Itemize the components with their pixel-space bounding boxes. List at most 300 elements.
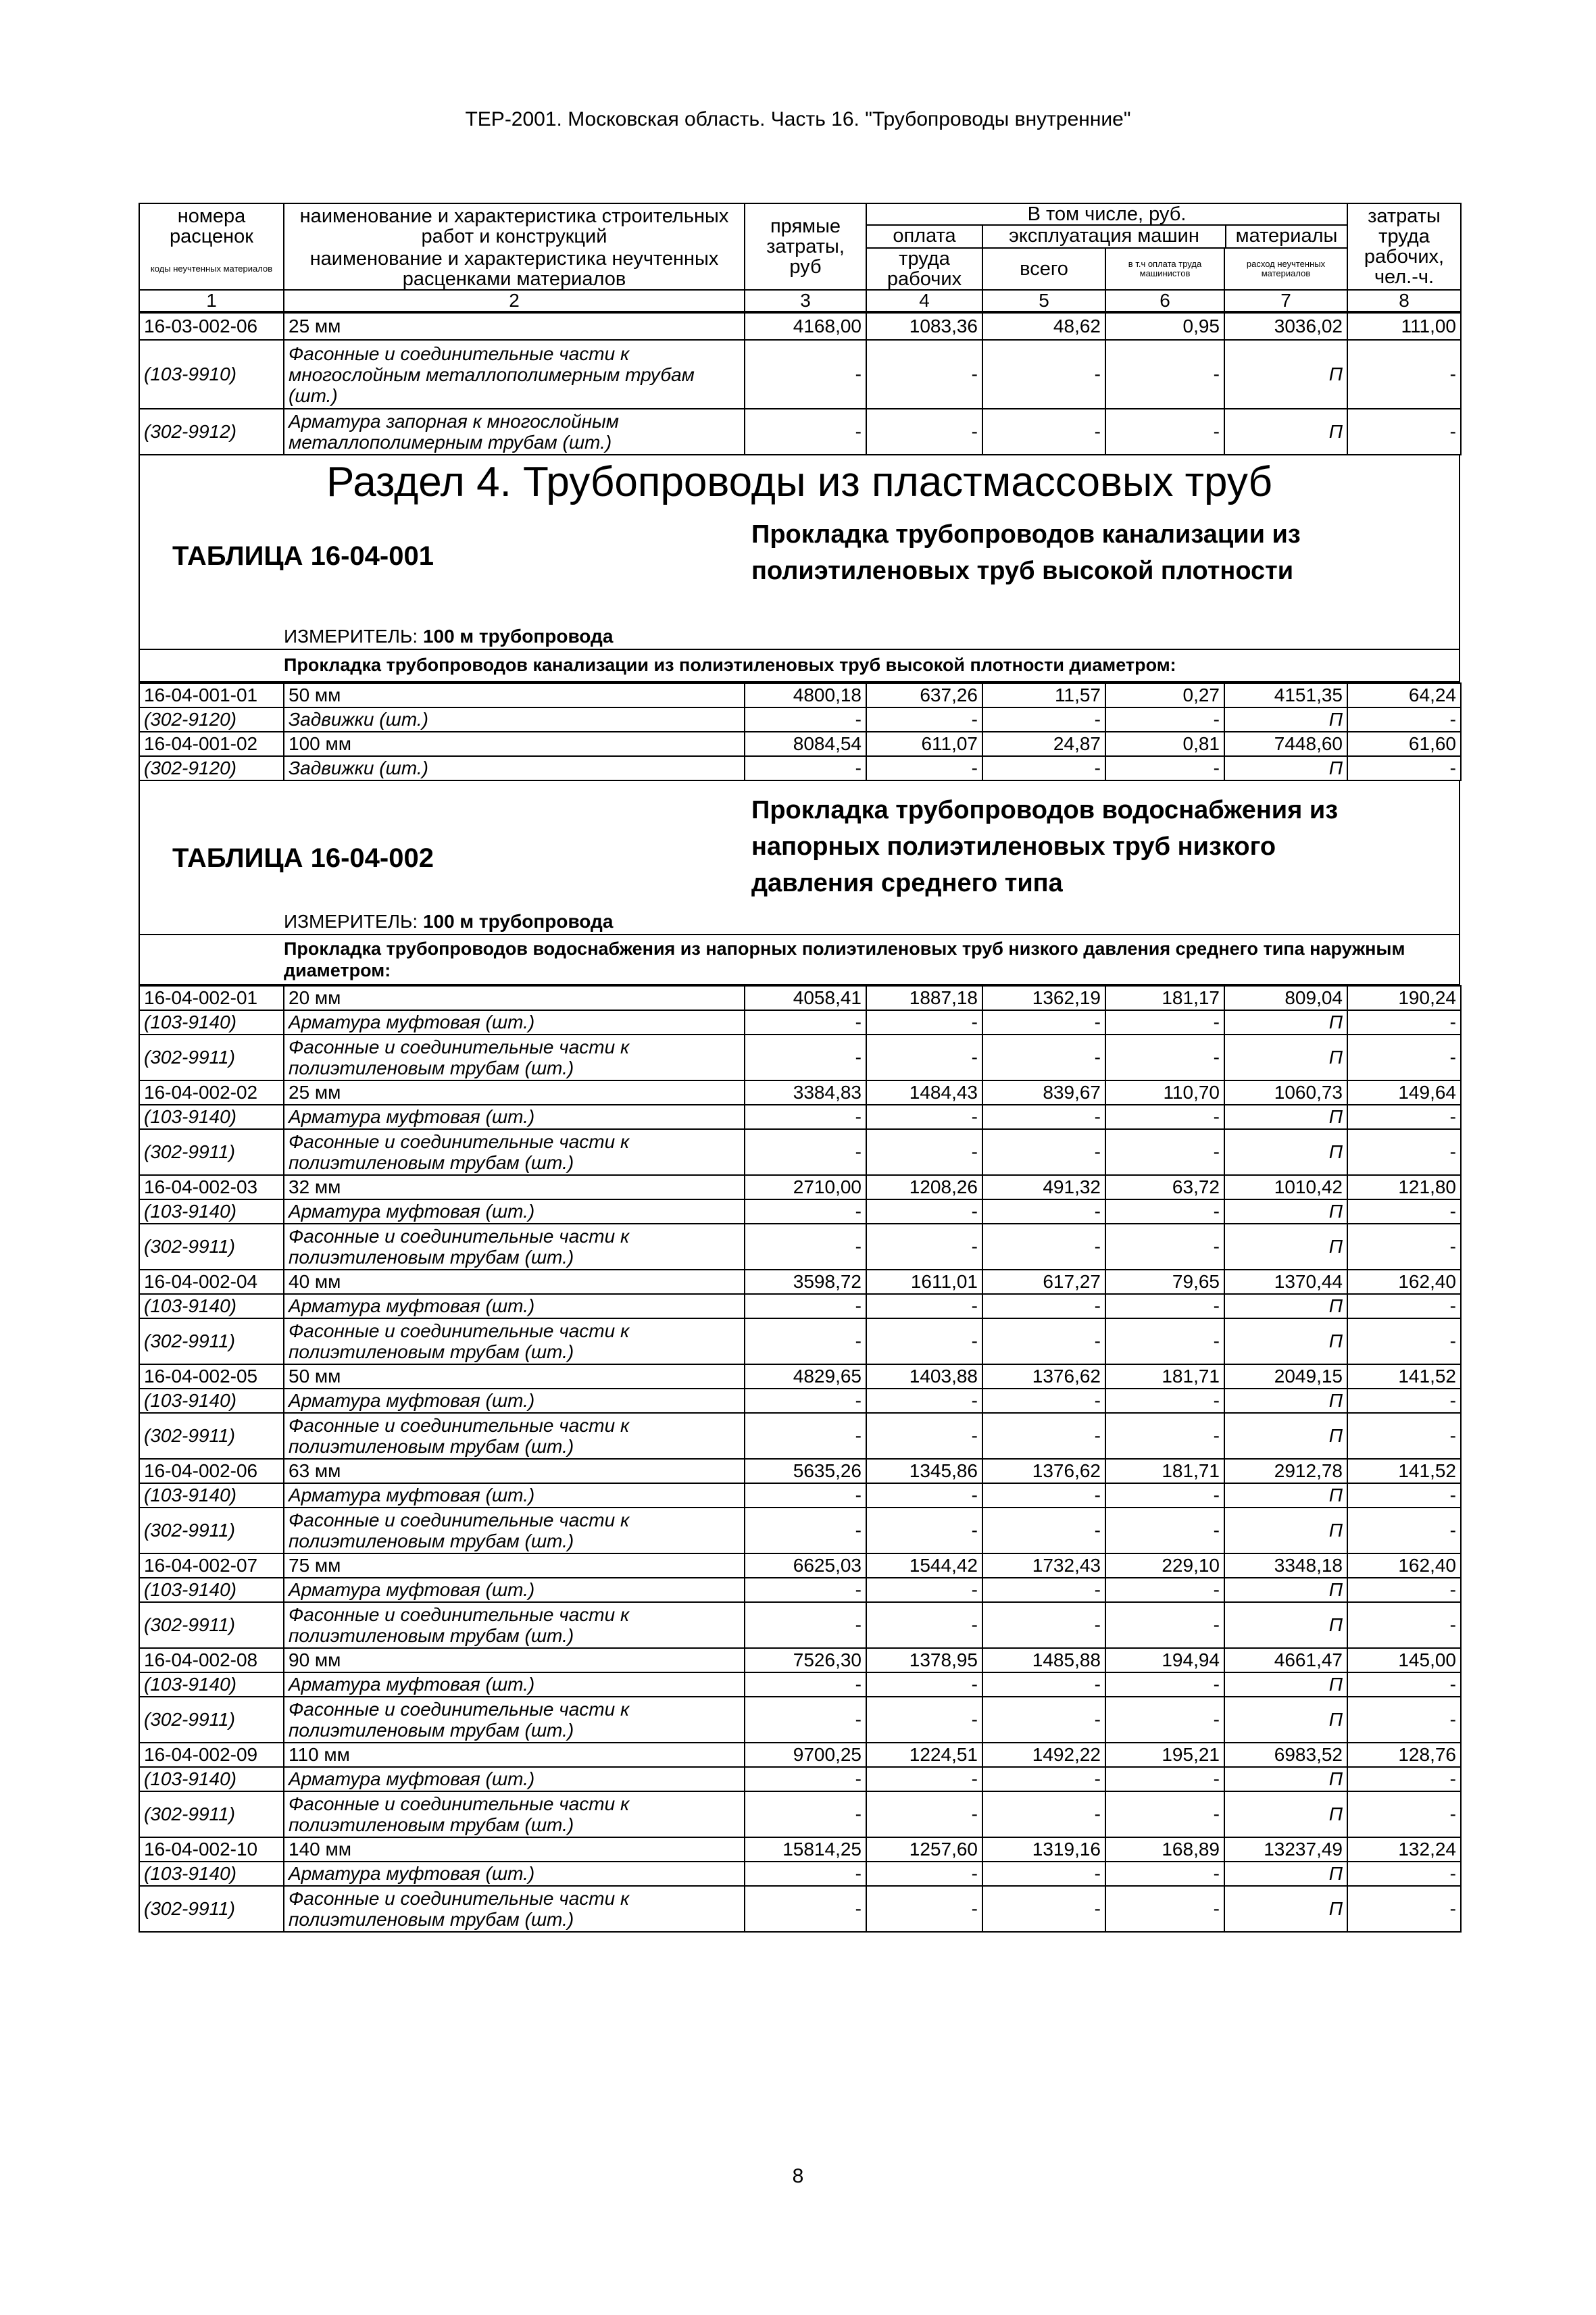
table-cell: П (1224, 1578, 1347, 1602)
table-cell: - (866, 1199, 982, 1224)
table-cell: 1376,62 (982, 1459, 1105, 1483)
table-cell: 3384,83 (745, 1080, 866, 1105)
table-cell: П (1224, 1862, 1347, 1886)
table-cell: - (866, 1578, 982, 1602)
table-cell: 1362,19 (982, 986, 1105, 1010)
document-header: ТЕР-2001. Московская область. Часть 16. "Трубопроводы внутренние" (465, 108, 1131, 130)
top-rows-table (139, 312, 1462, 455)
table-cell: 16-04-002-03 (139, 1175, 284, 1199)
table-cell: - (1347, 1862, 1461, 1886)
table-cell: - (1347, 1035, 1461, 1080)
table-cell: - (982, 1129, 1105, 1175)
table-cell: (103-9140) (139, 1199, 284, 1224)
table-cell: П (1224, 1294, 1347, 1318)
table-row (139, 1413, 1461, 1459)
col-number: 5 (982, 290, 1105, 312)
col-number: 7 (1224, 290, 1347, 312)
table-cell: (103-9140) (139, 1862, 284, 1886)
table-cell: (103-9140) (139, 1578, 284, 1602)
table-cell: (302-9911) (139, 1886, 284, 1932)
table-cell: - (745, 1224, 866, 1270)
table-16-04-001-description: Прокладка трубопроводов канализации из полиэтиленовых труб высокой плотности (751, 520, 1301, 585)
table-cell: - (1105, 1389, 1224, 1413)
table-row: (302-9120) Задвижки (шт.) - - - - П - (139, 707, 1461, 732)
table-cell: 491,32 (982, 1175, 1105, 1199)
table-cell: 16-04-002-02 (139, 1080, 284, 1105)
table-cell: Фасонные и соединительные части к полиэтиленовым трубам (шт.) (284, 1508, 745, 1553)
table-cell: - (866, 1129, 982, 1175)
table-row (139, 1886, 1461, 1932)
table-16-04-001-measure: ИЗМЕРИТЕЛЬ: 100 м трубопровода (284, 626, 614, 647)
table-cell: 190,24 (1347, 986, 1461, 1010)
col8-header: затраты труда рабочих, чел.-ч. (1347, 203, 1461, 290)
table-cell: - (745, 1199, 866, 1224)
table-cell: 162,40 (1347, 1553, 1461, 1578)
table-cell: 63 мм (284, 1459, 745, 1483)
table-row (139, 1364, 1461, 1389)
col-number: 3 (745, 290, 866, 312)
table-cell: 90 мм (284, 1648, 745, 1672)
table-row (139, 1602, 1461, 1648)
table-row (139, 1459, 1461, 1483)
table-cell: (103-9140) (139, 1389, 284, 1413)
table-cell: - (982, 1035, 1105, 1080)
table-cell: 79,65 (1105, 1270, 1224, 1294)
table-cell: - (866, 1602, 982, 1648)
table-cell: - (1105, 1697, 1224, 1743)
table-16-04-002-measure: ИЗМЕРИТЕЛЬ: 100 м трубопровода (284, 911, 614, 932)
table-cell: П (1224, 1697, 1347, 1743)
table-cell: 50 мм (284, 1364, 745, 1389)
table-cell: 20 мм (284, 986, 745, 1010)
table-cell: 40 мм (284, 1270, 745, 1294)
table-cell: Арматура муфтовая (шт.) (284, 1578, 745, 1602)
table-row: 16-03-002-06 25 мм 4168,00 1083,36 48,62 0,95 3036,02 111,00 (139, 313, 1461, 340)
separator-line (140, 934, 1459, 935)
table-cell: - (745, 1105, 866, 1129)
table-cell: 181,71 (1105, 1364, 1224, 1389)
table-cell: - (982, 1697, 1105, 1743)
table-cell: - (1105, 1508, 1224, 1553)
table-cell: - (1347, 1602, 1461, 1648)
table-cell: (302-9911) (139, 1697, 284, 1743)
table-row (139, 1791, 1461, 1837)
table-cell: П (1224, 1602, 1347, 1648)
table-cell: 1484,43 (866, 1080, 982, 1105)
table-cell: 162,40 (1347, 1270, 1461, 1294)
table-cell: - (1105, 1294, 1224, 1318)
table-cell: - (982, 1508, 1105, 1553)
table-cell: 16-04-002-10 (139, 1837, 284, 1862)
table-cell: 617,27 (982, 1270, 1105, 1294)
table-cell: - (745, 1129, 866, 1175)
table-row (139, 1199, 1461, 1224)
table-cell: - (982, 1199, 1105, 1224)
table-cell: 1403,88 (866, 1364, 982, 1389)
table-cell: 110,70 (1105, 1080, 1224, 1105)
table-cell: 75 мм (284, 1553, 745, 1578)
table-cell: П (1224, 1791, 1347, 1837)
table-row (139, 1862, 1461, 1886)
col2-header-top: наименование и характеристика строительных работ и конструкций (284, 203, 745, 248)
table-cell: 32 мм (284, 1175, 745, 1199)
table-cell: - (866, 1886, 982, 1932)
table-cell: 63,72 (1105, 1175, 1224, 1199)
table-cell: 1378,95 (866, 1648, 982, 1672)
table-cell: (103-9140) (139, 1672, 284, 1697)
table-cell: П (1224, 1105, 1347, 1129)
table-cell: (302-9911) (139, 1224, 284, 1270)
table-row (139, 1483, 1461, 1508)
table-cell: - (982, 1389, 1105, 1413)
table-cell: - (745, 1294, 866, 1318)
table-cell: 121,80 (1347, 1175, 1461, 1199)
table-cell: 3598,72 (745, 1270, 866, 1294)
table-cell: - (745, 1767, 866, 1791)
table-cell: (103-9140) (139, 1483, 284, 1508)
table-cell: Арматура муфтовая (шт.) (284, 1294, 745, 1318)
col-number: 2 (284, 290, 745, 312)
table-row (139, 1837, 1461, 1862)
table-row (139, 1578, 1461, 1602)
table-cell: 5635,26 (745, 1459, 866, 1483)
table-cell: 1370,44 (1224, 1270, 1347, 1294)
table-cell: - (1347, 1389, 1461, 1413)
table-cell: - (1105, 1767, 1224, 1791)
table-cell: - (982, 1862, 1105, 1886)
table-cell: - (745, 1318, 866, 1364)
table-cell: - (1105, 1483, 1224, 1508)
table-cell: 6625,03 (745, 1553, 866, 1578)
table-cell: - (866, 1389, 982, 1413)
table-cell: П (1224, 1508, 1347, 1553)
table-cell: П (1224, 1389, 1347, 1413)
table-cell: Фасонные и соединительные части к полиэтиленовым трубам (шт.) (284, 1035, 745, 1080)
col6-header: в т.ч оплата труда машинистов (1105, 248, 1224, 290)
col5-header: всего (982, 248, 1105, 290)
table-cell: - (982, 1010, 1105, 1035)
table-cell: - (866, 1672, 982, 1697)
table-cell: - (1347, 1294, 1461, 1318)
table-cell: 1208,26 (866, 1175, 982, 1199)
table-cell: 1485,88 (982, 1648, 1105, 1672)
col1-header-top: номера расценок (139, 203, 284, 248)
table-cell: - (1105, 1602, 1224, 1648)
table-cell: 195,21 (1105, 1743, 1224, 1767)
table-cell: 2912,78 (1224, 1459, 1347, 1483)
col7-header: расход неучтенных материалов (1224, 248, 1347, 290)
table-cell: Арматура муфтовая (шт.) (284, 1862, 745, 1886)
table-row: (302-9120) Задвижки (шт.) - - - - П - (139, 756, 1461, 780)
table-16-04-001-name: ТАБЛИЦА 16-04-001 (172, 541, 434, 571)
table-cell: Арматура муфтовая (шт.) (284, 1199, 745, 1224)
table-cell: (103-9140) (139, 1010, 284, 1035)
table-cell: 839,67 (982, 1080, 1105, 1105)
table-16-04-001-caption: Прокладка трубопроводов канализации из полиэтиленовых труб высокой плотности диаметром: (139, 651, 1460, 682)
table-cell: Фасонные и соединительные части к полиэтиленовым трубам (шт.) (284, 1413, 745, 1459)
table-16-04-002-name: ТАБЛИЦА 16-04-002 (172, 843, 434, 873)
table-cell: 16-04-002-01 (139, 986, 284, 1010)
table-cell: - (1347, 1224, 1461, 1270)
table-cell: 145,00 (1347, 1648, 1461, 1672)
col1-header-bottom: коды неучтенных материалов (139, 248, 284, 290)
table-cell: - (745, 1010, 866, 1035)
table-cell: 1492,22 (982, 1743, 1105, 1767)
table-cell: - (1105, 1199, 1224, 1224)
table-cell: 1732,43 (982, 1553, 1105, 1578)
table-cell: - (866, 1767, 982, 1791)
table-cell: П (1224, 1483, 1347, 1508)
table-cell: 1887,18 (866, 986, 982, 1010)
section-4-block (139, 455, 1460, 651)
table-cell: Фасонные и соединительные части к полиэтиленовым трубам (шт.) (284, 1602, 745, 1648)
table-row (139, 1175, 1461, 1199)
table-cell: 15814,25 (745, 1837, 866, 1862)
col3-header: прямые затраты, руб (745, 203, 866, 290)
table-cell: 16-04-002-09 (139, 1743, 284, 1767)
table-cell: 128,76 (1347, 1743, 1461, 1767)
col-number: 4 (866, 290, 982, 312)
table-cell: - (866, 1294, 982, 1318)
table-cell: (302-9911) (139, 1413, 284, 1459)
table-cell: 16-04-002-08 (139, 1648, 284, 1672)
table-cell: 1345,86 (866, 1459, 982, 1483)
table-cell: 16-04-002-05 (139, 1364, 284, 1389)
table-cell: П (1224, 1886, 1347, 1932)
table-cell: П (1224, 1035, 1347, 1080)
column-header-table (139, 203, 1462, 312)
table-cell: - (1105, 1035, 1224, 1080)
table-row (139, 986, 1461, 1010)
table-cell: - (1347, 1767, 1461, 1791)
table-cell: Фасонные и соединительные части к полиэтиленовым трубам (шт.) (284, 1129, 745, 1175)
table-cell: 140 мм (284, 1837, 745, 1862)
table-row (139, 1010, 1461, 1035)
table-cell: (302-9911) (139, 1129, 284, 1175)
table-row (139, 1648, 1461, 1672)
table-row (139, 1035, 1461, 1080)
table-cell: - (1347, 1199, 1461, 1224)
col2-header-bottom: наименование и характеристика неучтенных расценками материалов (284, 248, 745, 290)
table-cell: - (745, 1862, 866, 1886)
table-cell: - (745, 1697, 866, 1743)
table-cell: 110 мм (284, 1743, 745, 1767)
table-cell: 7526,30 (745, 1648, 866, 1672)
table-cell: - (1347, 1483, 1461, 1508)
table-16-04-002-rows (139, 985, 1462, 1933)
col4-header: труда рабочих (866, 248, 982, 290)
table-16-04-002-block (139, 781, 1460, 935)
table-row (139, 1508, 1461, 1553)
table-row (139, 1129, 1461, 1175)
table-cell: П (1224, 1199, 1347, 1224)
table-cell: - (1105, 1791, 1224, 1837)
table-row (139, 1224, 1461, 1270)
table-cell: - (745, 1791, 866, 1837)
table-row (139, 1767, 1461, 1791)
page-number: 8 (792, 2165, 804, 2187)
table-cell: - (866, 1483, 982, 1508)
table-cell: - (982, 1294, 1105, 1318)
table-cell: - (745, 1886, 866, 1932)
table-cell: Арматура муфтовая (шт.) (284, 1389, 745, 1413)
table-cell: 16-04-002-04 (139, 1270, 284, 1294)
table-cell: - (745, 1578, 866, 1602)
table-cell: П (1224, 1413, 1347, 1459)
table-16-04-002-description: Прокладка трубопроводов водоснабжения из напорных полиэтиленовых труб низкого давления среднего типа (751, 796, 1339, 897)
table-cell: - (866, 1105, 982, 1129)
table-row (139, 1389, 1461, 1413)
table-cell: - (1347, 1105, 1461, 1129)
table-cell: Фасонные и соединительные части к полиэтиленовым трубам (шт.) (284, 1697, 745, 1743)
table-cell: 168,89 (1105, 1837, 1224, 1862)
table-cell: (302-9911) (139, 1035, 284, 1080)
table-cell: - (745, 1389, 866, 1413)
table-cell: 141,52 (1347, 1459, 1461, 1483)
table-cell: П (1224, 1767, 1347, 1791)
table-cell: - (982, 1483, 1105, 1508)
table-cell: - (1105, 1105, 1224, 1129)
table-16-04-001-rows (139, 682, 1462, 781)
table-row: (103-9910) Фасонные и соединительные части к многослойным металлополимерным трубам (шт.) - - - - П - (139, 340, 1461, 409)
table-cell: Арматура муфтовая (шт.) (284, 1767, 745, 1791)
table-cell: - (745, 1035, 866, 1080)
table-cell: 809,04 (1224, 986, 1347, 1010)
table-cell: - (1347, 1318, 1461, 1364)
table-cell: - (1347, 1791, 1461, 1837)
table-cell: 4829,65 (745, 1364, 866, 1389)
table-cell: - (745, 1483, 866, 1508)
cost-breakdown-header: В том числе, руб. оплата эксплуатация машин материалы (866, 203, 1347, 248)
table-cell: 181,17 (1105, 986, 1224, 1010)
table-cell: - (866, 1791, 982, 1837)
table-cell: 1376,62 (982, 1364, 1105, 1389)
table-cell: - (982, 1602, 1105, 1648)
table-cell: 1257,60 (866, 1837, 982, 1862)
table-cell: - (1347, 1886, 1461, 1932)
col-number: 8 (1347, 290, 1461, 312)
table-row (139, 1672, 1461, 1697)
table-row (139, 1294, 1461, 1318)
table-cell: 1319,16 (982, 1837, 1105, 1862)
table-cell: - (1347, 1697, 1461, 1743)
table-cell: - (1105, 1318, 1224, 1364)
table-cell: - (1347, 1578, 1461, 1602)
table-cell: П (1224, 1010, 1347, 1035)
separator-line (140, 649, 1459, 650)
table-cell: 132,24 (1347, 1837, 1461, 1862)
table-cell: - (1347, 1672, 1461, 1697)
table-cell: - (1347, 1010, 1461, 1035)
table-cell: - (1347, 1129, 1461, 1175)
table-row (139, 1080, 1461, 1105)
table-cell: - (866, 1318, 982, 1364)
table-cell: - (982, 1886, 1105, 1932)
table-cell: - (866, 1010, 982, 1035)
section-title: Раздел 4. Трубопроводы из пластмассовых труб (326, 459, 1273, 505)
table-cell: (302-9911) (139, 1318, 284, 1364)
col-number: 1 (139, 290, 284, 312)
table-cell: - (1105, 1413, 1224, 1459)
table-cell: П (1224, 1672, 1347, 1697)
col-number: 6 (1105, 290, 1224, 312)
table-cell: 4661,47 (1224, 1648, 1347, 1672)
table-cell: 1224,51 (866, 1743, 982, 1767)
table-cell: 1010,42 (1224, 1175, 1347, 1199)
table-16-04-002-caption: Прокладка трубопроводов водоснабжения из напорных полиэтиленовых труб низкого давления среднего типа наружным диаметром: (139, 935, 1460, 985)
table-cell: 9700,25 (745, 1743, 866, 1767)
table-cell: (103-9140) (139, 1105, 284, 1129)
table-cell: Арматура муфтовая (шт.) (284, 1010, 745, 1035)
table-cell: Фасонные и соединительные части к полиэтиленовым трубам (шт.) (284, 1224, 745, 1270)
table-cell: - (745, 1413, 866, 1459)
table-row (139, 1743, 1461, 1767)
table-row (139, 1697, 1461, 1743)
table-cell: - (982, 1578, 1105, 1602)
table-cell: - (866, 1035, 982, 1080)
table-row (139, 1553, 1461, 1578)
table-cell: П (1224, 1318, 1347, 1364)
table-row (139, 1270, 1461, 1294)
table-cell: (302-9911) (139, 1508, 284, 1553)
table-cell: 1544,42 (866, 1553, 982, 1578)
table-cell: - (1347, 1508, 1461, 1553)
table-cell: - (1105, 1886, 1224, 1932)
table-cell: 141,52 (1347, 1364, 1461, 1389)
table-row (139, 1105, 1461, 1129)
table-cell: 16-04-002-07 (139, 1553, 284, 1578)
table-cell: 149,64 (1347, 1080, 1461, 1105)
table-cell: - (745, 1672, 866, 1697)
table-cell: 1060,73 (1224, 1080, 1347, 1105)
table-cell: - (866, 1508, 982, 1553)
table-cell: - (982, 1105, 1105, 1129)
table-cell: П (1224, 1224, 1347, 1270)
table-cell: - (866, 1697, 982, 1743)
table-cell: (103-9140) (139, 1294, 284, 1318)
table-cell: 4058,41 (745, 986, 866, 1010)
table-cell: Фасонные и соединительные части к полиэтиленовым трубам (шт.) (284, 1318, 745, 1364)
table-cell: Арматура муфтовая (шт.) (284, 1105, 745, 1129)
table-cell: - (982, 1413, 1105, 1459)
table-cell: 13237,49 (1224, 1837, 1347, 1862)
table-cell: - (1105, 1672, 1224, 1697)
table-cell: - (982, 1767, 1105, 1791)
table-cell: - (866, 1413, 982, 1459)
table-cell: 2049,15 (1224, 1364, 1347, 1389)
table-cell: 2710,00 (745, 1175, 866, 1199)
table-cell: - (1105, 1862, 1224, 1886)
table-cell: 16-04-002-06 (139, 1459, 284, 1483)
table-cell: - (1347, 1413, 1461, 1459)
table-cell: 181,71 (1105, 1459, 1224, 1483)
table-cell: (103-9140) (139, 1767, 284, 1791)
table-cell: - (1105, 1224, 1224, 1270)
table-cell: Арматура муфтовая (шт.) (284, 1672, 745, 1697)
table-cell: Арматура муфтовая (шт.) (284, 1483, 745, 1508)
table-cell: Фасонные и соединительные части к полиэтиленовым трубам (шт.) (284, 1791, 745, 1837)
table-cell: Фасонные и соединительные части к полиэтиленовым трубам (шт.) (284, 1886, 745, 1932)
table-cell: (302-9911) (139, 1791, 284, 1837)
table-cell: 3348,18 (1224, 1553, 1347, 1578)
table-cell: - (982, 1318, 1105, 1364)
table-cell: 194,94 (1105, 1648, 1224, 1672)
table-cell: - (1105, 1578, 1224, 1602)
table-cell: 1611,01 (866, 1270, 982, 1294)
table-cell: - (982, 1672, 1105, 1697)
table-cell: - (1105, 1010, 1224, 1035)
table-cell: 25 мм (284, 1080, 745, 1105)
